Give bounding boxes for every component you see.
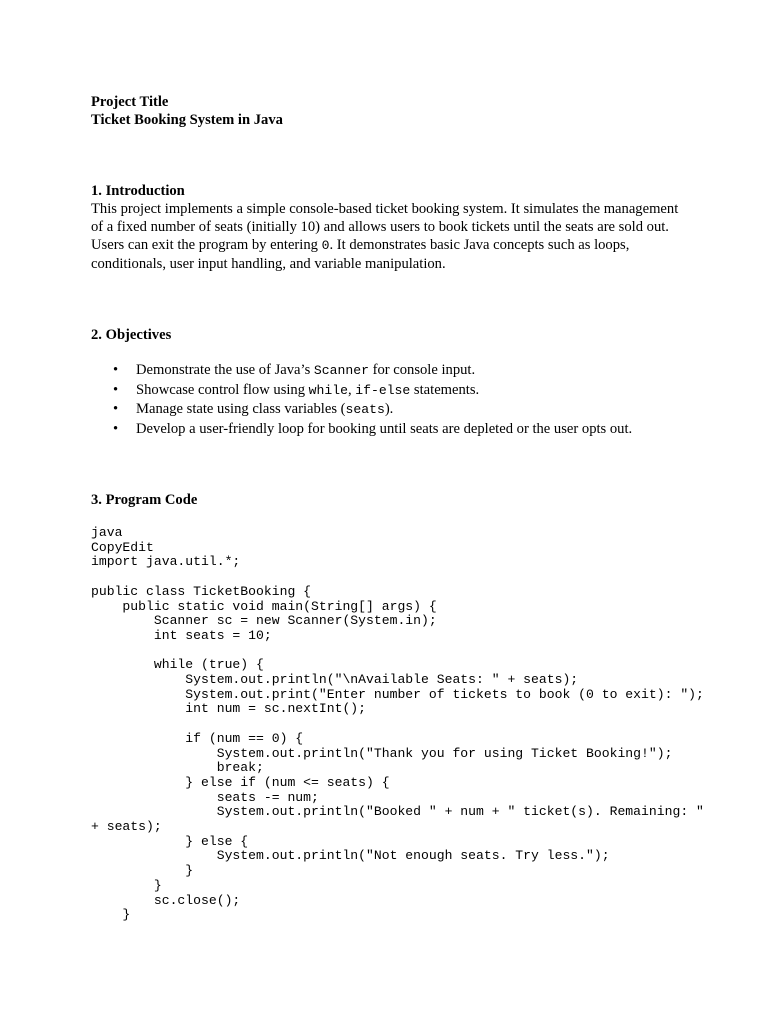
introduction-inline-code: 0: [321, 238, 330, 253]
project-title: Ticket Booking System in Java: [91, 112, 283, 128]
objectives-section: [91, 326, 691, 438]
introduction-heading: 1. Introduction: [91, 183, 185, 199]
document-page: [91, 93, 704, 923]
objective-text: Manage state using class variables (: [136, 401, 346, 417]
program-code-heading: 3. Program Code: [91, 492, 198, 508]
bullet-icon: •: [113, 381, 119, 398]
objective-inline-code: if-else: [355, 382, 411, 398]
objective-inline-code: while: [308, 382, 348, 398]
objective-inline-code: Scanner: [313, 363, 369, 378]
code-block: java CopyEdit import java.util.*; public class TicketBooking { public static void main(String[] args) { Scanner sc = new Scanner(System.in); int seats = 10; while (true) { System.out.println("\nAvailable Seats: " + seats); System.out.print("Enter number of tickets to book (0 to exit): "); int num = sc.nextInt(); if (num == 0) { System.out.println("Thank you for using Ticket Booking!"); break; } else if (num <= seats) { seats -= num; System.out.println("Booked " + num + " ticket(s). Remaining: " + seats); } else { System.out.println("Not enough seats. Try less."); } } sc.close(); }: [91, 525, 704, 923]
bullet-icon: •: [113, 401, 119, 417]
list-item: [91, 361, 691, 381]
list-item: [91, 420, 691, 439]
objectives-heading: 2. Objectives: [91, 327, 172, 343]
objectives-list: [91, 361, 691, 438]
objective-text: for console input.: [368, 362, 476, 378]
introduction-text-2: . It demonstrates basic Java concepts such as loops, conditionals, user input handling, and variable manipulation.: [91, 237, 630, 272]
objective-text: Demonstrate the use of Java’s: [136, 362, 314, 378]
introduction-section: [91, 182, 691, 273]
list-item: [91, 381, 691, 401]
objective-text: statements.: [410, 381, 480, 398]
introduction-paragraph: [91, 200, 691, 273]
introduction-text-1: This project implements a simple console-based ticket booking system. It simulates the management of a fixed number of seats (initially 10) and allows users to book tickets until the seats are sold out. Users can exit the program by entering: [91, 201, 679, 253]
list-item: [91, 400, 691, 420]
program-code-section: [91, 491, 704, 923]
bullet-icon: •: [113, 420, 119, 437]
bullet-icon: •: [113, 362, 119, 378]
objective-inline-code: seats: [345, 402, 385, 417]
project-title-block: [91, 93, 691, 129]
objective-text: Showcase control flow using: [136, 381, 309, 398]
objective-text: Develop a user-friendly loop for booking until seats are depleted or the user opts out.: [136, 420, 633, 437]
objective-text: ).: [384, 401, 394, 417]
project-title-label: Project Title: [91, 94, 169, 110]
objective-text: ,: [347, 381, 356, 398]
